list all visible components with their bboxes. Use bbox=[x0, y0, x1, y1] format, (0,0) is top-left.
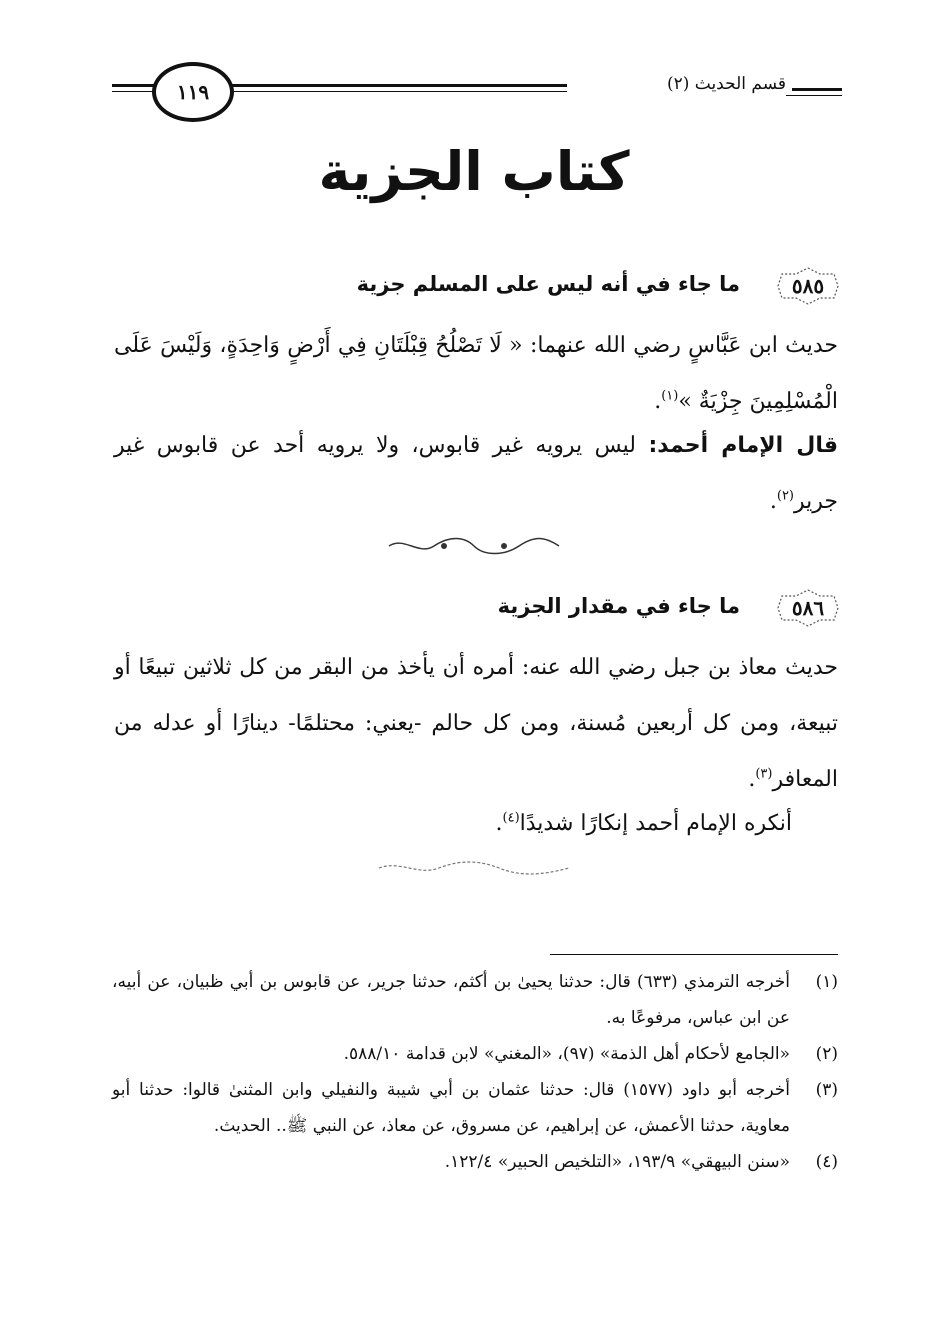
section-heading-586 bbox=[110, 588, 840, 632]
header-rule-right bbox=[786, 88, 842, 91]
footnote-item bbox=[112, 1144, 838, 1180]
comment-paragraph-585: قال الإمام أحمد: ليس يرويه غير قابوس، ولا يرويه أحد عن قابوس غير جرير$^{(٢)}$. bbox=[114, 433, 838, 514]
header-rule-right-thin bbox=[786, 95, 842, 96]
footnotes bbox=[112, 964, 838, 1180]
footnote-text: أخرجه الترمذي (٦٣٣) قال: حدثنا يحيىٰ بن أكثم، حدثنا جرير، عن قابوس بن أبي ظبيان، عن أبيه، عن ابن عباس، مرفوعًا به. bbox=[112, 972, 790, 1028]
hadith-text: حديث ابن عَبَّاسٍ رضي الله عنهما: « لَا تَصْلُحُ قِبْلَتَانِ فِي أَرْضٍ وَاحِدَةٍ، وَلَيْسَ عَلَى الْمُسْلِمِينَ جِزْيَةٌ » bbox=[114, 333, 838, 414]
footnote-number: (١) bbox=[815, 972, 838, 992]
section-title: ما جاء في مقدار الجزية bbox=[497, 594, 740, 618]
comment-text: ليس يرويه غير قابوس، ولا يرويه أحد عن قابوس غير جرير bbox=[114, 433, 838, 514]
section-heading-585 bbox=[110, 266, 840, 310]
footnote-item bbox=[112, 964, 838, 1036]
footnote-ref: (٢) bbox=[776, 488, 794, 504]
footnote-number: (٣) bbox=[815, 1080, 838, 1100]
section-number-badge bbox=[776, 588, 840, 628]
footnote-separator bbox=[550, 954, 838, 955]
comment-paragraph-586: أنكره الإمام أحمد إنكارًا شديدًا$^{(٤)}$. bbox=[495, 810, 792, 836]
footnote-item bbox=[112, 1072, 838, 1144]
section-number: ٥٨٥ bbox=[791, 274, 825, 298]
footnote-ref: (٤) bbox=[502, 810, 520, 826]
footnote-ref: (٣) bbox=[755, 766, 773, 782]
footnote-text: «الجامع لأحكام أهل الذمة» (٩٧)، «المغني» لابن قدامة ٥٨٨/١٠. bbox=[343, 1044, 790, 1064]
footnote-item bbox=[112, 1036, 838, 1072]
hadith-text: حديث معاذ بن جبل رضي الله عنه: أمره أن يأخذ من البقر من كل ثلاثين تبيعًا أو تبيعة، ومن كل أربعين مُسنة، ومن كل حالم -يعني: محتلمًا- دينارًا أو عدله من المعافر bbox=[114, 655, 838, 792]
section-divider-ornament bbox=[0, 536, 948, 560]
divider-flourish-icon bbox=[374, 860, 574, 876]
hadith-paragraph-585: حديث ابن عَبَّاسٍ رضي الله عنهما: « لَا تَصْلُحُ قِبْلَتَانِ فِي أَرْضٍ وَاحِدَةٍ، وَلَيْسَ عَلَى الْمُسْلِمِينَ جِزْيَةٌ »$^{(١)}$. bbox=[114, 333, 838, 414]
section-divider-ornament bbox=[0, 860, 948, 880]
header-rule-middle-thin bbox=[222, 91, 567, 92]
section-number-badge bbox=[776, 266, 840, 306]
page-number: ١١٩ bbox=[176, 80, 210, 104]
hadith-paragraph-586: حديث معاذ بن جبل رضي الله عنه: أمره أن يأخذ من البقر من كل ثلاثين تبيعًا أو تبيعة، ومن كل أربعين مُسنة، ومن كل حالم -يعني: محتلمًا- دينارًا أو عدله من المعافر$^{(٣)}$. bbox=[114, 655, 838, 792]
footnote-number: (٤) bbox=[815, 1152, 838, 1172]
page-header bbox=[112, 62, 842, 118]
comment-text: أنكره الإمام أحمد إنكارًا شديدًا bbox=[519, 811, 792, 836]
page-number-badge bbox=[152, 62, 234, 122]
header-rule-middle bbox=[222, 84, 567, 87]
book-title: كتاب الجزية bbox=[318, 140, 630, 203]
section-title: ما جاء في أنه ليس على المسلم جزية bbox=[356, 272, 740, 296]
running-title: قسم الحديث (٢) bbox=[661, 74, 792, 94]
footnote-number: (٢) bbox=[815, 1044, 838, 1064]
footnote-text: أخرجه أبو داود (١٥٧٧) قال: حدثنا عثمان بن أبي شيبة والنفيلي وابن المثنىٰ قالوا: حدثنا أبو معاوية، حدثنا الأعمش، عن إبراهيم، عن مسروق، عن معاذ، عن النبي ﷺ.. الحديث. bbox=[112, 1080, 790, 1136]
divider-flourish-icon bbox=[384, 536, 564, 556]
section-number: ٥٨٦ bbox=[791, 596, 825, 620]
footnote-ref: (١) bbox=[661, 388, 679, 404]
footnote-text: «سنن البيهقي» ١٩٣/٩، «التلخيص الحبير» ١٢٢/٤. bbox=[444, 1152, 790, 1172]
speaker-label: قال الإمام أحمد: bbox=[648, 433, 838, 458]
